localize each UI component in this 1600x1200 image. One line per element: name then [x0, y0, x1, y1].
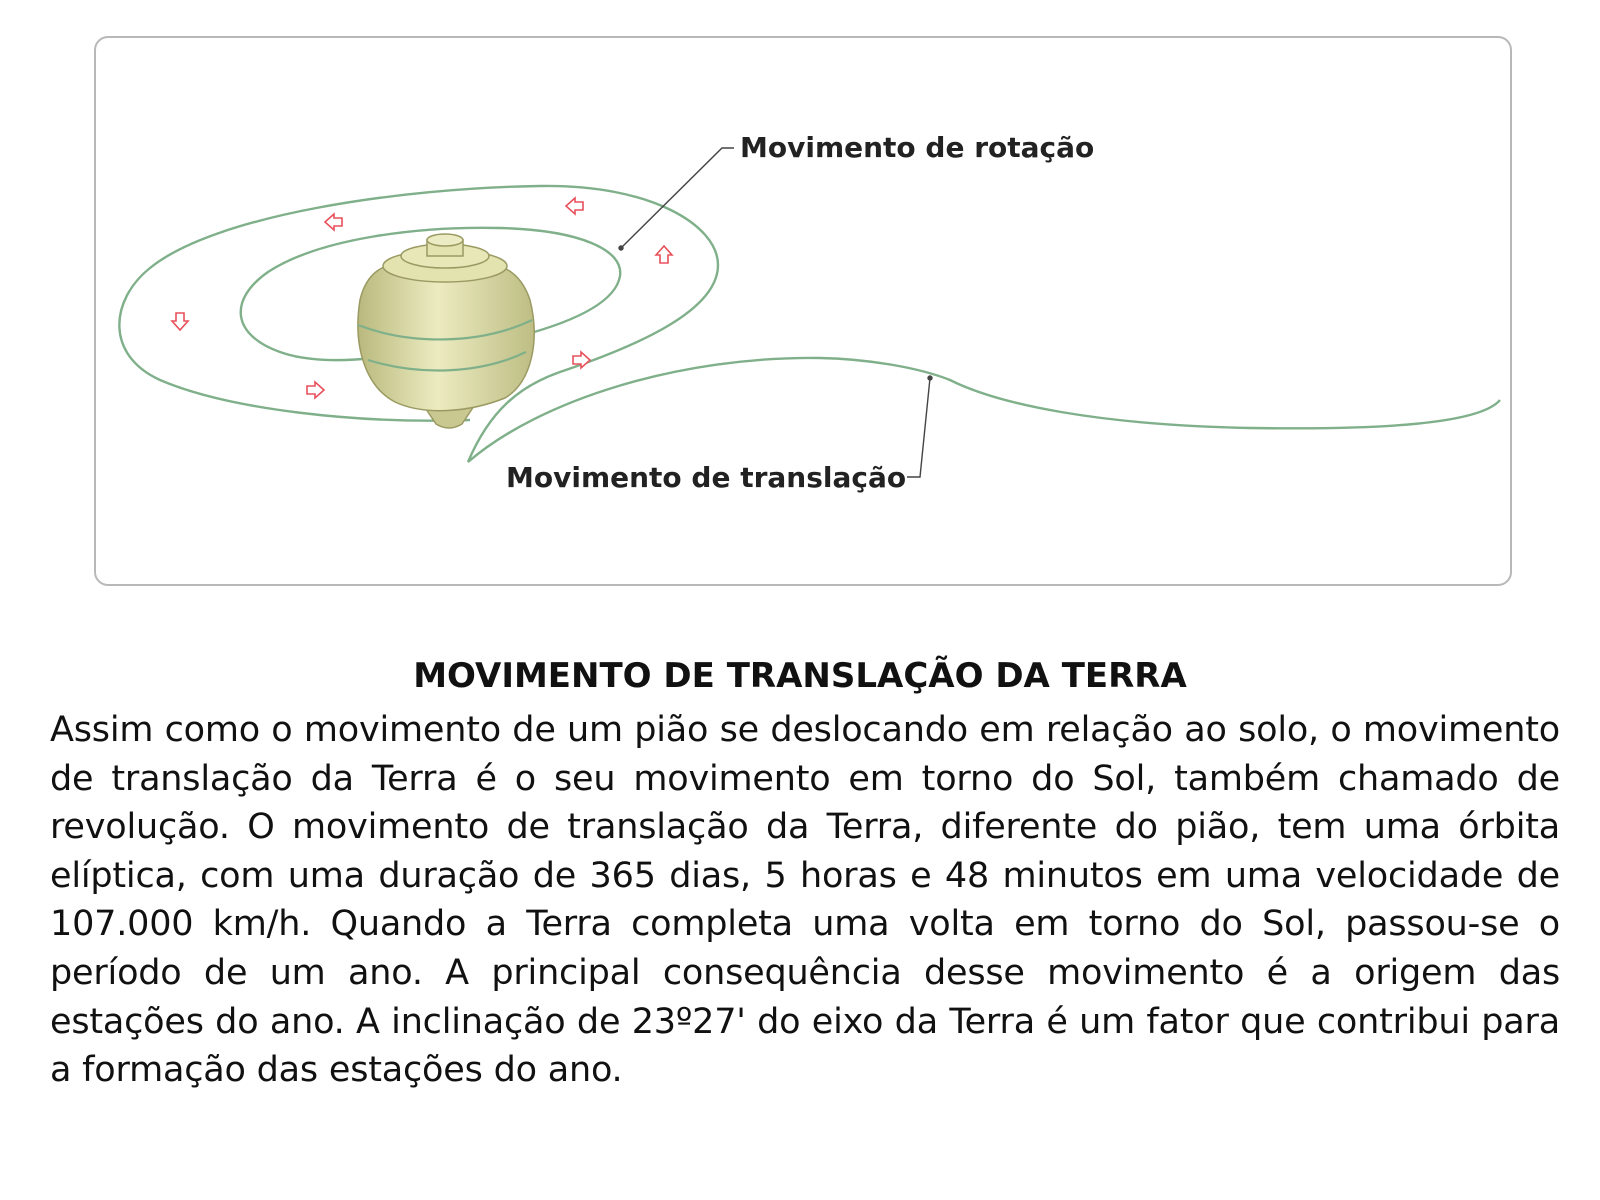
label-rotation: Movimento de rotação: [740, 131, 1095, 164]
article-body: Assim como o movimento de um pião se deslocando em relação ao solo, o movimento de translação da Terra é o seu movimento em torno do Sol, também chamado de revolução. O movimento de translação da Terra, diferente do pião, tem uma órbita elíptica, com uma duração de 365 dias, 5 horas e 48 minutos em uma velocidade de 107.000 km/h. Quando a Terra completa uma volta em torno do Sol, passou-se o período de um ano. A principal consequência desse movimento é a origem das estações do ano. A inclinação de 23º27' do eixo da Terra é um fator que contribui para a formação das estações do ano.: [50, 710, 1560, 1091]
label-translation: Movimento de translação: [506, 461, 907, 494]
article-title: MOVIMENTO DE TRANSLAÇÃO DA TERRA: [413, 656, 1187, 696]
leader-lines: [619, 148, 932, 477]
outer-orbit-path: [119, 186, 1500, 462]
spinning-top-icon: [358, 234, 534, 428]
